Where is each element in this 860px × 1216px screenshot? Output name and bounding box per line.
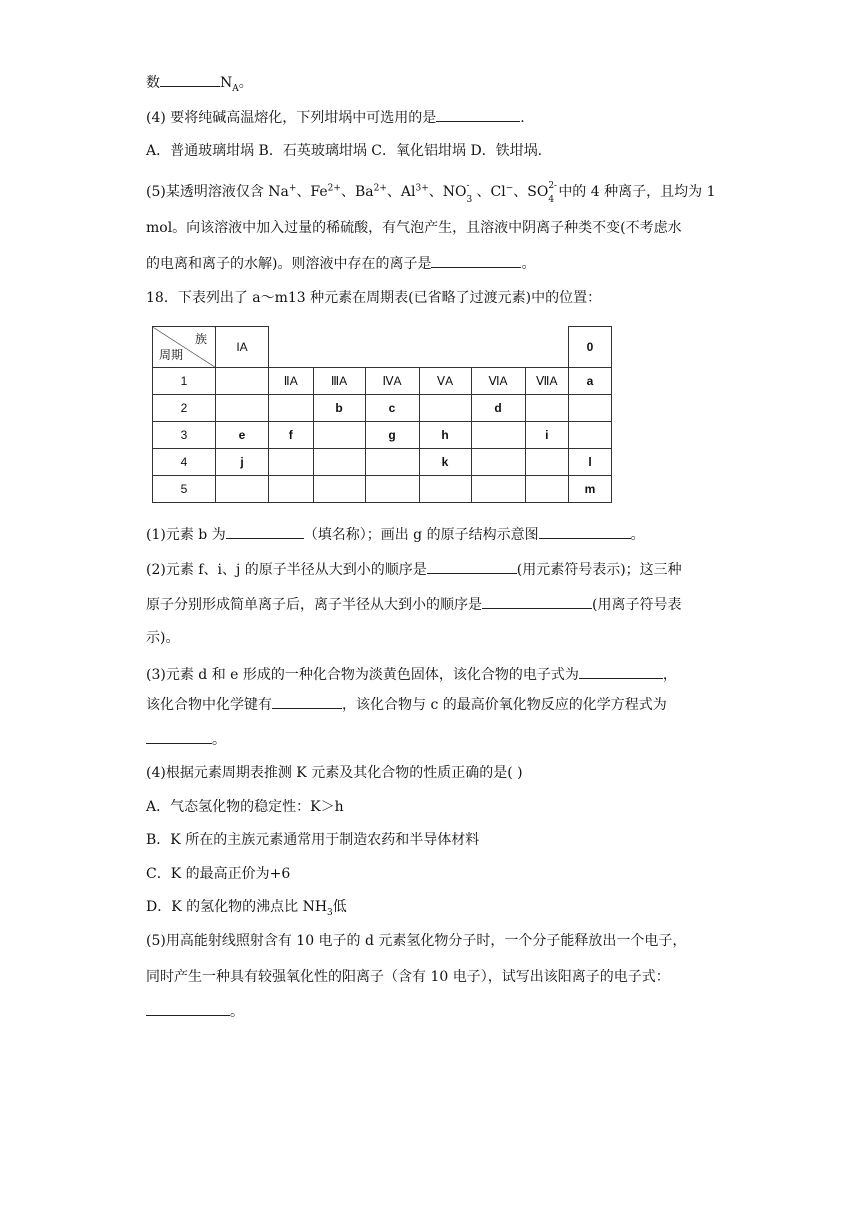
group-header: ⅤA [419, 368, 471, 395]
sub-question-5-line-1 [146, 931, 686, 951]
answer-blank[interactable] [272, 694, 342, 709]
period-label: 周期 [159, 348, 184, 362]
table-cell [269, 449, 314, 476]
table-cell [269, 476, 314, 503]
question-text: (4) 要将纯碱高温熔化，下列坩埚中可选用的是 [146, 110, 437, 126]
table-cell: b [313, 395, 365, 422]
sub-question-3-line-1 [146, 664, 677, 685]
sub-question-1 [146, 524, 645, 545]
superscript: 2+ [327, 183, 341, 194]
text: 、NO [428, 184, 467, 200]
text: N [220, 75, 233, 91]
answer-blank[interactable] [226, 524, 304, 539]
text: D．K 的氢化物的沸点比 NH [146, 899, 328, 915]
text: 、SO [513, 184, 549, 200]
text: (3)元素 d 和 e 形成的一种化合物为淡黄色固体，该化合物的电子式为 [146, 667, 579, 683]
answer-blank[interactable] [539, 524, 631, 539]
text: (用离子符号表 [592, 597, 682, 613]
table-header-row [153, 327, 612, 368]
table-cell: m [569, 476, 612, 503]
option-b[interactable] [146, 830, 479, 850]
table-cell: c [365, 395, 419, 422]
group-header: ⅣA [365, 368, 419, 395]
sub-question-2-line-2 [146, 594, 681, 615]
table-row [153, 368, 612, 395]
table-row [153, 449, 612, 476]
option-d[interactable] [146, 897, 347, 917]
sub-question-2-line-1 [146, 559, 682, 580]
group-label: 族 [194, 332, 207, 346]
sub-question-2-line-3 [146, 628, 179, 648]
table-cell [471, 422, 525, 449]
text: 的电离和离子的水解)。则溶液中存在的离子是 [146, 256, 432, 272]
question-text: 18．下表列出了 a～m13 种元素在周期表(已省略了过渡元素)中的位置： [146, 290, 602, 306]
answer-blank[interactable] [160, 72, 220, 87]
text: 。 [630, 527, 645, 543]
header-ia: IA [216, 327, 269, 368]
subscript: 3 [327, 907, 333, 918]
period-cell: 2 [153, 395, 216, 422]
text: mol。向该溶液中加入过量的稀硫酸，有气泡产生，且溶液中阴离子种类不变(不考虑水 [146, 220, 682, 236]
table-cell [313, 422, 365, 449]
text: （填名称）；画出 g 的原子结构示意图 [303, 527, 539, 543]
table-cell [365, 476, 419, 503]
text: (5)某透明溶液仅含 Na [146, 184, 289, 200]
header-0: 0 [569, 327, 612, 368]
table-cell [216, 395, 269, 422]
table-cell: h [419, 422, 471, 449]
question-4 [146, 107, 525, 128]
answer-blank[interactable] [482, 594, 592, 609]
table-cell [419, 476, 471, 503]
question-5-line-3 [146, 253, 535, 274]
table-cell: l [569, 449, 612, 476]
group-header: ⅦA [525, 368, 569, 395]
text: B．K 所在的主族元素通常用于制造农药和半导体材料 [146, 832, 480, 848]
text: (5)用高能射线照射含有 10 电子的 d 元素氢化物分子时，一个分子能释放出一个电子， [146, 933, 687, 949]
group-header: ⅡA [269, 368, 314, 395]
ion-charge-stack: - 3 [466, 181, 473, 205]
period-cell: 4 [153, 449, 216, 476]
table-cell [525, 395, 569, 422]
text: (用元素符号表示)；这三种 [516, 562, 682, 578]
sub-question-5-line-2 [146, 967, 670, 987]
text: (4)根据元素周期表推测 K 元素及其化合物的性质正确的是( ) [146, 765, 523, 781]
group-header: ⅢA [313, 368, 365, 395]
table-cell: e [216, 422, 269, 449]
corner-cell [153, 327, 216, 368]
superscript: 3+ [415, 183, 429, 194]
group-header: ⅥA [471, 368, 525, 395]
table-cell [419, 395, 471, 422]
period-cell: 3 [153, 422, 216, 449]
table-cell [471, 449, 525, 476]
answer-blank[interactable] [436, 107, 520, 122]
table-cell [569, 422, 612, 449]
table-cell: d [471, 395, 525, 422]
question-18 [146, 288, 601, 308]
table-cell: f [269, 422, 314, 449]
table-cell: i [525, 422, 569, 449]
table-cell [365, 449, 419, 476]
answer-blank[interactable] [579, 664, 663, 679]
table-row [153, 395, 612, 422]
table-row [153, 476, 612, 503]
table-cell [471, 476, 525, 503]
table-cell [569, 395, 612, 422]
option-c[interactable] [146, 864, 290, 884]
table-cell [313, 476, 365, 503]
answer-blank[interactable] [427, 559, 517, 574]
text: A．气态氢化物的稳定性：K＞h [146, 799, 344, 815]
text: 低 [332, 899, 347, 915]
sub-question-4 [146, 763, 523, 783]
text: (1)元素 b 为 [146, 527, 226, 543]
sub-question-5-line-3 [146, 1001, 244, 1022]
table-cell [525, 449, 569, 476]
question-4-options [146, 141, 542, 161]
superscript: + [288, 183, 297, 194]
question-5-line-1 [146, 181, 716, 205]
answer-blank[interactable] [146, 729, 212, 744]
table-cell [216, 476, 269, 503]
text: ， [662, 667, 677, 683]
text: 原子分别形成简单离子后，离子半径从大到小的顺序是 [146, 597, 482, 613]
table-cell: g [365, 422, 419, 449]
options-text: A．普通玻璃坩埚 B．石英玻璃坩埚 C．氧化铝坩埚 D．铁坩埚. [146, 143, 543, 159]
text: 、Fe [296, 184, 328, 200]
superscript: − [505, 183, 514, 194]
table-cell [313, 449, 365, 476]
option-a[interactable] [146, 797, 344, 817]
text: (2)元素 f、i、j 的原子半径从大到小的顺序是 [146, 562, 427, 578]
ion-charge-stack: 2- 4 [548, 181, 558, 205]
text: 。 [230, 1004, 244, 1020]
table-cell: k [419, 449, 471, 476]
subscript: A [232, 83, 239, 94]
text: 该化合物中化学键有 [146, 697, 272, 713]
table-row [153, 422, 612, 449]
period-cell: 5 [153, 476, 216, 503]
sub-question-3-line-3 [146, 729, 226, 750]
text: 数 [146, 75, 160, 91]
table-cell [216, 368, 269, 395]
answer-blank[interactable] [146, 1001, 230, 1016]
answer-blank[interactable] [431, 253, 521, 268]
text-line [146, 72, 253, 93]
text: ，该化合物与 c 的最高价氧化物反应的化学方程式为 [342, 697, 667, 713]
text: 、Ba [340, 184, 374, 200]
text: . [520, 110, 525, 126]
table-cell [269, 395, 314, 422]
superscript: 2+ [373, 183, 387, 194]
period-cell: 1 [153, 368, 216, 395]
text: C．K 的最高正价为+6 [146, 866, 291, 882]
table-cell: j [216, 449, 269, 476]
text: 中的 4 种离子，且均为 1 [558, 184, 716, 200]
periodic-table [152, 326, 612, 503]
text: 。 [212, 732, 226, 748]
text: 同时产生一种具有较强氧化性的阳离子（含有 10 电子），试写出该阳离子的电子式： [146, 969, 670, 985]
table-cell: a [569, 368, 612, 395]
question-5-line-2 [146, 218, 682, 238]
text: 。 [238, 75, 253, 91]
text: 、Cl [476, 184, 506, 200]
text: 示)。 [146, 630, 180, 646]
sub-question-3-line-2 [146, 694, 667, 715]
text: 。 [521, 256, 536, 272]
table-cell [525, 476, 569, 503]
text: 、Al [386, 184, 416, 200]
